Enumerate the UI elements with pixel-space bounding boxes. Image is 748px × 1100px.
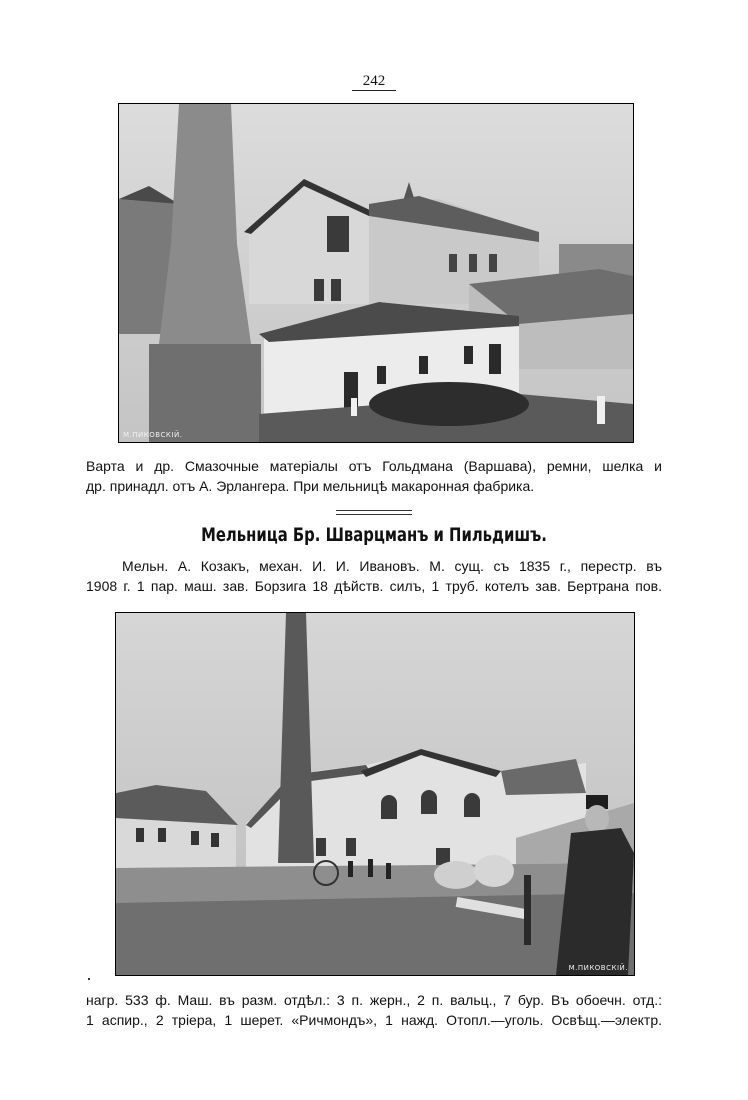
caption-top-line-2: др. принадл. отъ А. Эрлангера. При мельницѣ макаронная фабрика. [86, 478, 535, 494]
caption-bottom-line-1: нагр. 533 ф. Маш. въ разм. отдѣл.: 3 п. жерн., 2 п. вальц., 7 бур. Въ обоечн. отд.: [86, 992, 662, 1008]
print-speck [88, 978, 90, 980]
caption-top-line-1: Варта и др. Смазочные матеріалы отъ Гольдмана (Варшава), ремни, шелка и [86, 458, 662, 474]
photo-mill-buildings [118, 103, 634, 443]
photographer-signature: М.ПИКОВСКІЙ. [568, 964, 628, 972]
photographer-signature: М.ПИКОВСКІЙ. [123, 431, 183, 439]
caption-bottom [86, 990, 662, 1030]
photo-mill-buildings-illustration [119, 104, 633, 442]
photo-mill-yard-illustration [116, 613, 634, 975]
section-intro-line-1: Мельн. А. Козакъ, механ. И. И. Ивановъ. М. сущ. съ 1835 г., перестр. въ [122, 558, 662, 574]
caption-bottom-line-2: 1 аспир., 2 тріера, 1 шерет. «Ричмондъ», 1 нажд. Отопл.—уголь. Освѣщ.—электр. [86, 1012, 662, 1028]
section-intro-line-2: 1908 г. 1 пар. маш. зав. Борзига 18 дѣйств. силъ, 1 труб. котелъ зав. Бертрана пов. [86, 578, 662, 594]
page-number: 242 [352, 72, 396, 91]
section-heading: Мельница Бр. Шварцманъ и Пильдишъ. [201, 524, 547, 546]
caption-top [86, 456, 662, 496]
photo-mill-yard [115, 612, 635, 976]
section-intro [86, 556, 662, 596]
section-divider [336, 510, 412, 515]
